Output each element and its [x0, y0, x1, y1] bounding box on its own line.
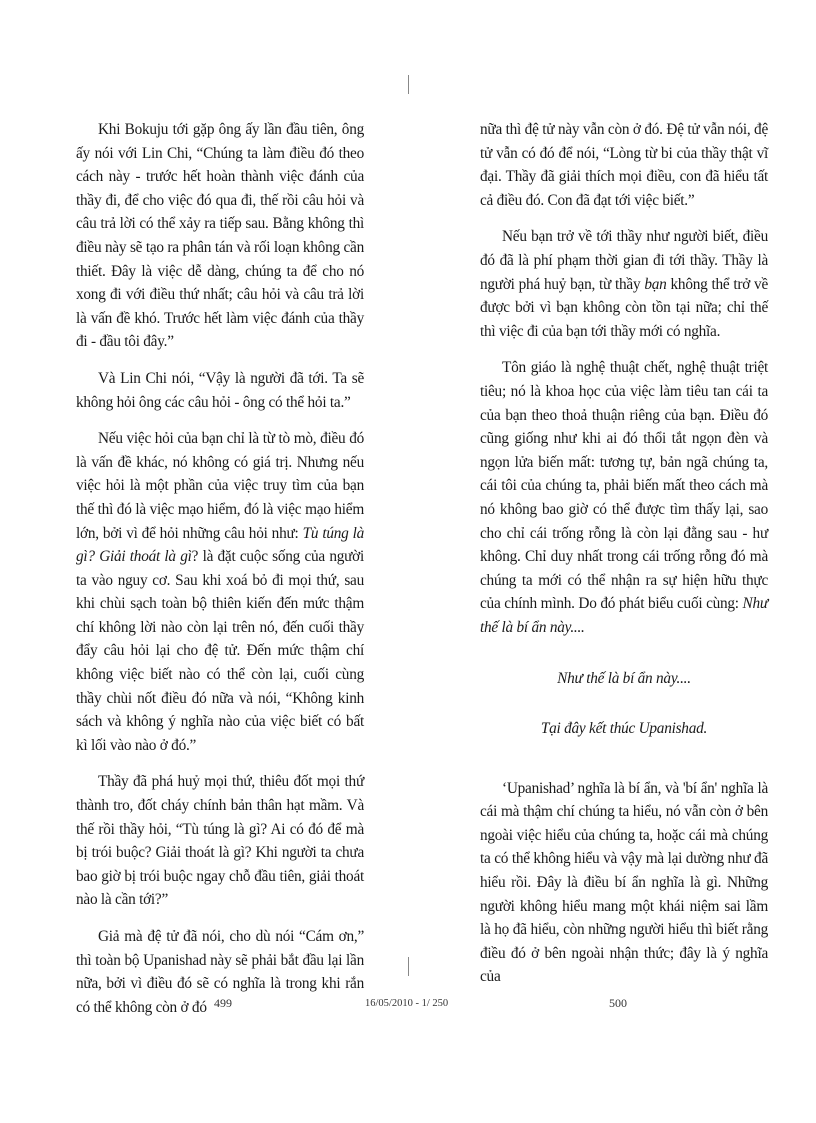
paragraph: Và Lin Chi nói, “Vậy là người đã tới. Ta sẽ không hỏi ông các câu hỏi - ông có thể hỏi ta.” — [76, 369, 364, 411]
right-page-column — [480, 118, 768, 1002]
paragraph: Nếu việc hỏi của bạn chỉ là từ tò mò, điều đó là vấn đề khác, nó không có giá trị. Nhưng nếu việc hỏi là một phần của việc truy tìm của bạn thế thì đó là việc mạo hiểm, đó là việc mạo hiểm lớn, bởi vì để hỏi những câu hỏi như: Tù túng là gì? Giải thoát là gì? là đặt cuộc sống của người ta vào nguy cơ. Sau khi xoá bỏ đi mọi thứ, sau khi chùi sạch toàn bộ thiên kiến đến mức thậm chí không lời nào còn lại trên nó, đến cuối thầy đẩy câu hỏi lại cho đệ tử. Đến mức thậm chí không việc biết nào có thể còn lại, cuối cùng thầy chùi nốt điều đó nữa và nói, “Không kinh sách và không ý nghĩa nào của việc biết có bất kì lối vào nào ở đó.” — [76, 430, 365, 754]
paragraph-continued: nữa thì đệ tử này vẫn còn ở đó. Đệ tử vẫn nói, đệ tử vẫn có đó để nói, “Lòng từ bi của thầy thật vĩ đại. Thầy đã giải thích mọi điều, con đã hiểu tất cả điều đó. Con đã đạt tới việc biết.” — [480, 121, 768, 209]
print-date-stamp: 16/05/2010 - 1/ 250 — [365, 998, 449, 1009]
paragraph: Khi Bokuju tới gặp ông ấy lần đầu tiên, ông ấy nói với Lin Chi, “Chúng ta làm điều đó theo cách này - trước hết hoàn thành việc đánh của thầy đi, để cho việc đó qua đi, thế rồi câu hỏi và câu trả lời có thể xảy ra tiếp sau. Bằng không thì điều này sẽ tạo ra phân tán và rối loạn không cần thiết. Đây là việc dễ dàng, chúng ta để cho nó xong đi với điều thứ nhất; câu hỏi và câu trả lời là vấn đề khó. Trước hết làm việc đánh của thầy đi - đầu tôi đây.” — [76, 121, 364, 351]
page-number-right: 500 — [609, 996, 627, 1010]
paragraph: Tôn giáo là nghệ thuật chết, nghệ thuật triệt tiêu; nó là khoa học của việc làm tiêu tan cái ta của bạn theo thoả thuận riêng của bạn. Điều đó cũng giống như khi ai đó thổi tắt ngọn đèn và ngọn lửa biến mất: tương tự, bản ngã chúng ta, cái tôi của chúng ta, phải biến mất theo cách mà nó không bao giờ có thể được tìm thấy lại, sao cho chỉ cái trống rỗng là còn lại đằng sau - hư không. Chỉ duy nhất trong cái trống rỗng đó mà chúng ta mới có thể nhận ra sự hiện hữu thực của chính mình. Do đó phát biểu cuối cùng: Như thế là bí ẩn này.... — [480, 359, 768, 636]
centered-italic-heading: Tại đây kết thúc Upanishad. — [540, 720, 708, 738]
centered-italic-line: Như thế là bí ẩn này.... — [557, 670, 691, 688]
page-number-left: 499 — [214, 996, 232, 1010]
paragraph: Nếu bạn trở về tới thầy như người biết, điều đó đã là phí phạm thời gian đi tới thầy. Thầy là người phá huỷ bạn, từ thầy bạn không thể trở về được bởi vì bạn không còn tồn tại nữa; chỉ thế thì việc đi của bạn tới thầy mới có nghĩa. — [480, 228, 768, 340]
paragraph: Giả mà đệ tử đã nói, cho dù nói “Cám ơn,” thì toàn bộ Upanishad này sẽ phải bắt đầu lại lần nữa, bởi vì điều đó sẽ có nghĩa là trong khi rắn có thể không còn ở đó — [76, 928, 364, 1016]
left-page-column — [76, 118, 364, 1032]
center-fold-mark-top — [408, 75, 409, 94]
paragraph: Thầy đã phá huỷ mọi thứ, thiêu đốt mọi thứ thành tro, đốt cháy chính bản thân hạt mầm. Và thế rồi thầy hỏi, “Tù túng là gì? Ai có đó để mà bị trói buộc? Giải thoát là gì? Khi người ta chưa bao giờ bị trói buộc ngay chỗ đầu tiên, giải thoát nào là cần tới?” — [76, 773, 364, 909]
paragraph: ‘Upanishad’ nghĩa là bí ẩn, và 'bí ẩn' nghĩa là cái mà thậm chí chúng ta hiểu, nó vẫn còn ở bên ngoài việc hiểu của chúng ta, hoặc cái mà chúng ta có thể không hiểu và vậy mà lại dường như đã hiểu rồi. Đây là điều bí ẩn nghĩa là gì. Những người không hiểu mang một khái niệm sai lầm là họ đã hiểu, còn những người hiểu thì biết rằng điều đó ở bên ngoài nhận thức; đây là ý nghĩa của — [480, 779, 768, 986]
center-fold-mark-bottom — [408, 957, 409, 976]
